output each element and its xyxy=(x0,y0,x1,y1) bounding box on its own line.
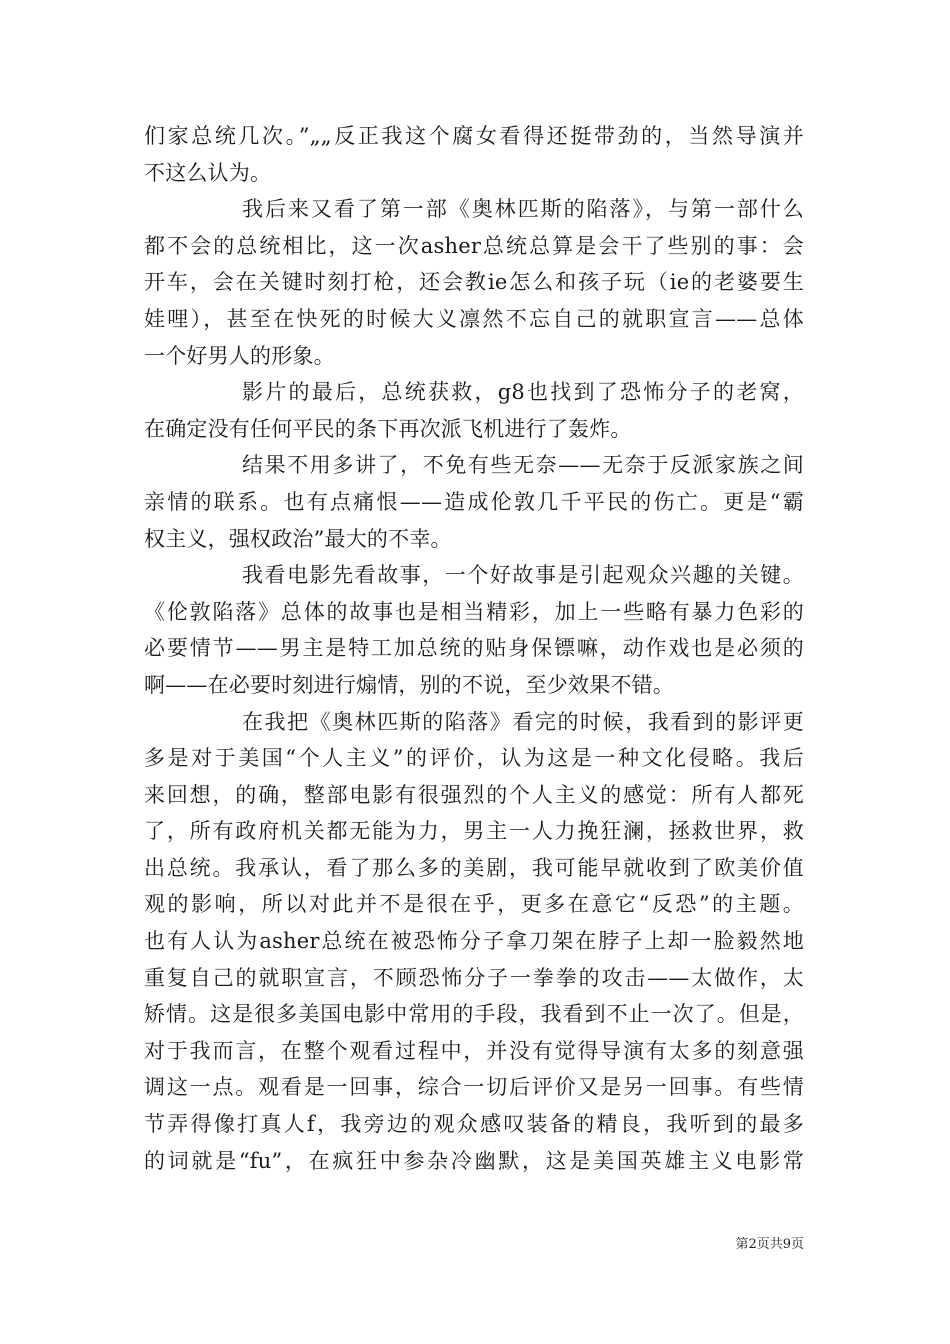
text-line: 节弄得像打真人f，我旁边的观众感叹装备的精良，我听到的最多 xyxy=(144,1112,804,1137)
text-line: 出总统。我承认，看了那么多的美剧，我可能早就收到了欧美价值 xyxy=(144,855,804,880)
text-line: 的词就是“fu”，在疯狂中参杂冷幽默，这是美国英雄主义电影常 xyxy=(144,1148,804,1173)
body-text xyxy=(144,118,804,1179)
text-line: 《伦敦陷落》总体的故事也是相当精彩，加上一些略有暴力色彩的 xyxy=(144,599,804,624)
text-line: 在确定没有任何平民的条下再次派飞机进行了轰炸。 xyxy=(144,416,632,441)
text-line: 重复自己的就职宣言，不顾恐怖分子一拳拳的攻击——太做作，太 xyxy=(144,965,804,990)
text-line: 亲情的联系。也有点痛恨——造成伦敦几千平民的伤亡。更是“霸 xyxy=(144,489,804,514)
text-line: 一个好男人的形象。 xyxy=(144,343,335,368)
text-line: 不这么认为。 xyxy=(144,160,272,185)
text-line: 来回想，的确，整部电影有很强烈的个人主义的感觉：所有人都死 xyxy=(144,782,804,807)
text-line: 也有人认为asher总统在被恐怖分子拿刀架在脖子上却一脸毅然地 xyxy=(144,929,804,954)
text-line: 啊——在必要时刻进行煽情，别的不说，至少效果不错。 xyxy=(144,672,674,697)
text-line: 权主义，强权政治”最大的不幸。 xyxy=(144,526,452,551)
text-line: 我看电影先看故事，一个好故事是引起观众兴趣的关键。 xyxy=(242,563,804,588)
text-line: 对于我而言，在整个观看过程中，并没有觉得导演有太多的刻意强 xyxy=(144,1038,804,1063)
text-line: 矫情。这是很多美国电影中常用的手段，我看到不止一次了。但是， xyxy=(144,1002,804,1027)
text-line: 影片的最后，总统获救，g8也找到了恐怖分子的老窝， xyxy=(242,380,804,405)
text-line: 多是对于美国“个人主义”的评价，认为这是一种文化侵略。我后 xyxy=(144,746,804,771)
page-number: 第2页共9页 xyxy=(735,1237,804,1252)
text-line: 娃哩），甚至在快死的时候大义凛然不忘自己的就职宣言——总体 xyxy=(144,306,804,331)
text-line: 都不会的总统相比，这一次asher总统总算是会干了些别的事：会 xyxy=(144,233,804,258)
text-line: 在我把《奥林匹斯的陷落》看完的时候，我看到的影评更 xyxy=(242,709,804,734)
text-line: 调这一点。观看是一回事，综合一切后评价又是另一回事。有些情 xyxy=(144,1075,804,1100)
text-line: 结果不用多讲了，不免有些无奈——无奈于反派家族之间 xyxy=(242,453,804,478)
text-line: 了，所有政府机关都无能为力，男主一人力挽狂澜，拯救世界，救 xyxy=(144,819,804,844)
text-line: 我后来又看了第一部《奥林匹斯的陷落》，与第一部什么 xyxy=(242,197,804,222)
text-line: 们家总统几次。”„„反正我这个腐女看得还挺带劲的，当然导演并 xyxy=(144,124,804,148)
text-line: 开车，会在关键时刻打枪，还会教ie怎么和孩子玩（ie的老婆要生 xyxy=(144,270,804,295)
text-line: 观的影响，所以对此并不是很在乎，更多在意它“反恐”的主题。 xyxy=(144,892,804,917)
text-line: 必要情节——男主是特工加总统的贴身保镖嘛，动作戏也是必须的 xyxy=(144,636,804,661)
